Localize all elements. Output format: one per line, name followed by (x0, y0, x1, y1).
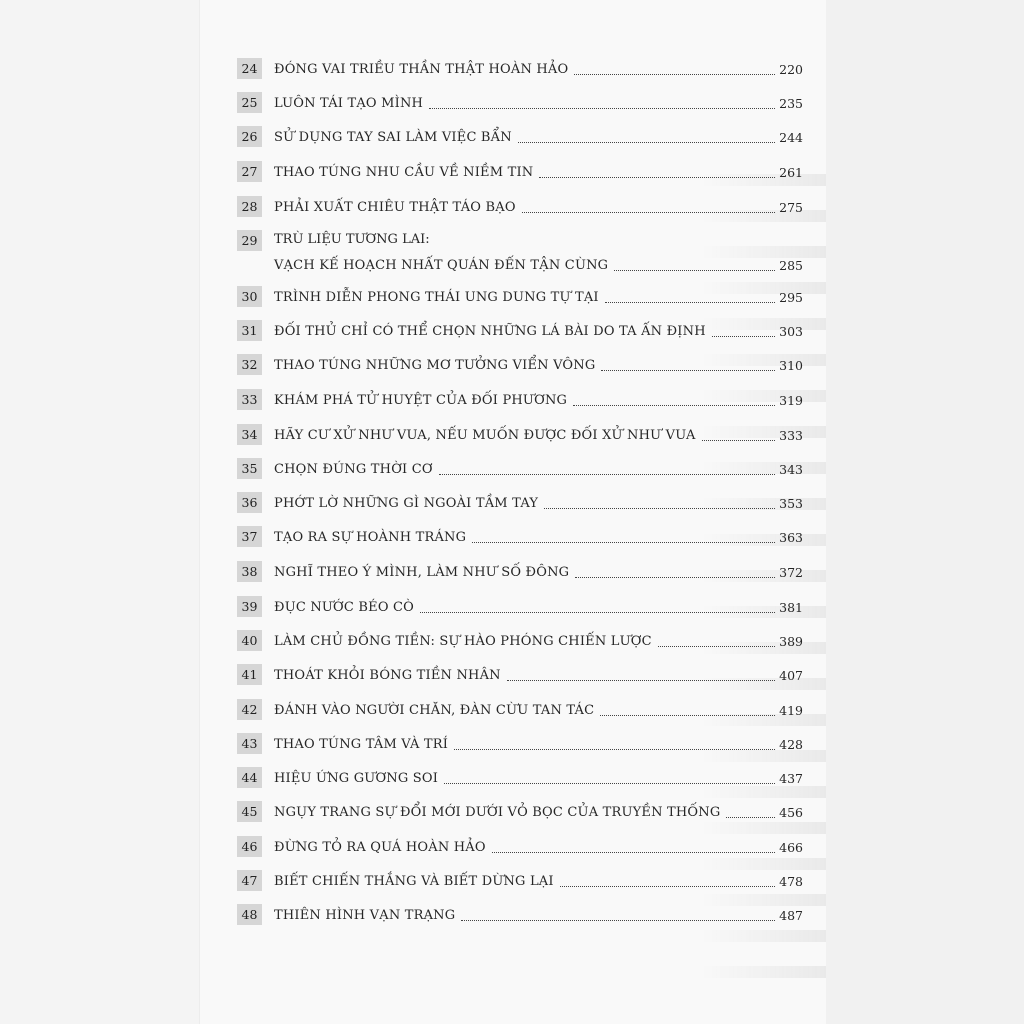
dot-leader (461, 919, 775, 921)
toc-entry-line (274, 561, 803, 583)
chapter-number-badge: 33 (237, 389, 262, 410)
dot-leader (605, 301, 775, 303)
toc-entry-line (274, 254, 803, 276)
chapter-title: THAO TÚNG NHU CẦU VỀ NIỀM TIN (274, 165, 534, 180)
toc-entry-line (274, 630, 803, 652)
dot-leader (429, 107, 775, 109)
toc-entry (237, 664, 803, 686)
toc-entry (237, 904, 803, 926)
toc-entry-line (274, 492, 803, 514)
chapter-title: PHẢI XUẤT CHIÊU THẬT TÁO BẠO (274, 200, 516, 215)
toc-entry (237, 58, 803, 80)
dot-leader (726, 816, 775, 818)
page-number: 428 (779, 737, 803, 752)
toc-entry (237, 596, 803, 618)
chapter-number-badge: 41 (237, 664, 262, 685)
dot-leader (507, 679, 775, 681)
dot-leader (573, 404, 775, 406)
chapter-title: LUÔN TÁI TẠO MÌNH (274, 96, 424, 111)
chapter-number-badge: 26 (237, 126, 262, 147)
page-number: 261 (779, 165, 803, 180)
page-number: 372 (779, 565, 803, 580)
dot-leader (600, 714, 775, 716)
page-number: 235 (779, 96, 803, 111)
chapter-title: HIỆU ỨNG GƯƠNG SOI (274, 771, 439, 786)
page-number: 363 (779, 530, 803, 545)
toc-entry (237, 196, 803, 218)
chapter-number-badge: 34 (237, 424, 262, 445)
dot-leader (658, 645, 775, 647)
toc-entry (237, 92, 803, 114)
chapter-title: PHỚT LỜ NHỮNG GÌ NGOÀI TẦM TAY (274, 496, 539, 511)
page-number: 333 (779, 428, 803, 443)
chapter-title-line1: TRÙ LIỆU TƯƠNG LAI: (274, 232, 430, 247)
scan-background-left (0, 0, 200, 1024)
chapter-title: HÃY CƯ XỬ NHƯ VUA, NẾU MUỐN ĐƯỢC ĐỐI XỬ NHƯ VUA (274, 428, 696, 443)
toc-entry (237, 126, 803, 148)
page-number: 389 (779, 634, 803, 649)
page-number: 303 (779, 324, 803, 339)
chapter-number-badge: 29 (237, 230, 262, 251)
chapter-number-badge: 27 (237, 161, 262, 182)
toc-entry-line (274, 424, 803, 446)
toc-entry (237, 286, 803, 308)
dot-leader (712, 335, 775, 337)
toc-entry-line (274, 286, 803, 308)
page-number: 220 (779, 62, 803, 77)
toc-entry (237, 389, 803, 411)
toc-entry-line (274, 596, 803, 618)
chapter-number-badge: 46 (237, 836, 262, 857)
page-number: 487 (779, 908, 803, 923)
chapter-number-badge: 38 (237, 561, 262, 582)
chapter-title: SỬ DỤNG TAY SAI LÀM VIỆC BẨN (274, 130, 512, 145)
dot-leader (492, 851, 775, 853)
toc-entry-line (274, 526, 803, 548)
chapter-number-badge: 42 (237, 699, 262, 720)
toc-entry (237, 561, 803, 583)
page-number: 478 (779, 874, 803, 889)
toc-entry (237, 699, 803, 721)
toc-entry (237, 733, 803, 755)
dot-leader (575, 576, 775, 578)
toc-entry-line (274, 664, 803, 686)
chapter-title: NGỤY TRANG SỰ ĐỔI MỚI DƯỚI VỎ BỌC CỦA TRUYỀN THỐNG (274, 805, 721, 820)
toc-entry-line (274, 92, 803, 114)
chapter-number-badge: 25 (237, 92, 262, 113)
chapter-title: THOÁT KHỎI BÓNG TIỀN NHÂN (274, 668, 501, 683)
dot-leader (444, 782, 775, 784)
page-number: 343 (779, 462, 803, 477)
chapter-number-badge: 45 (237, 801, 262, 822)
page-number: 437 (779, 771, 803, 786)
chapter-title: THIÊN HÌNH VẠN TRẠNG (274, 908, 456, 923)
page-number: 353 (779, 496, 803, 511)
toc-entry-line (274, 767, 803, 789)
page-number: 319 (779, 393, 803, 408)
chapter-title: ĐỐI THỦ CHỈ CÓ THỂ CHỌN NHỮNG LÁ BÀI DO TA ẤN ĐỊNH (274, 324, 706, 339)
toc-entry-line (274, 699, 803, 721)
chapter-title: VẠCH KẾ HOẠCH NHẤT QUÁN ĐẾN TẬN CÙNG (274, 258, 609, 273)
chapter-title: LÀM CHỦ ĐỒNG TIỀN: SỰ HÀO PHÓNG CHIẾN LƯỢC (274, 634, 652, 649)
chapter-title: CHỌN ĐÚNG THỜI CƠ (274, 462, 433, 477)
dot-leader (454, 748, 775, 750)
chapter-number-badge: 43 (237, 733, 262, 754)
chapter-number-badge: 36 (237, 492, 262, 513)
chapter-title: ĐỤC NƯỚC BÉO CÒ (274, 600, 415, 615)
dot-leader (522, 211, 775, 213)
toc-entry (237, 630, 803, 652)
dot-leader (601, 369, 775, 371)
page-number: 275 (779, 200, 803, 215)
toc-entry (237, 526, 803, 548)
toc-entry-line (274, 389, 803, 411)
chapter-title: TẠO RA SỰ HOÀNH TRÁNG (274, 530, 467, 545)
page-number: 381 (779, 600, 803, 615)
toc-entry-line (274, 320, 803, 342)
chapter-title: THAO TÚNG NHỮNG MƠ TƯỞNG VIỂN VÔNG (274, 358, 596, 373)
toc-entry-line (274, 836, 803, 858)
dot-leader (560, 885, 775, 887)
toc-entry (237, 354, 803, 376)
chapter-title: ĐÓNG VAI TRIỀU THẦN THẬT HOÀN HẢO (274, 62, 569, 77)
dot-leader (472, 541, 775, 543)
chapter-number-badge: 48 (237, 904, 262, 925)
chapter-number-badge: 31 (237, 320, 262, 341)
toc-entry (237, 836, 803, 858)
page-number: 295 (779, 290, 803, 305)
page-number: 419 (779, 703, 803, 718)
chapter-title: ĐÁNH VÀO NGƯỜI CHĂN, ĐÀN CỪU TAN TÁC (274, 703, 595, 718)
chapter-number-badge: 24 (237, 58, 262, 79)
page-number: 310 (779, 358, 803, 373)
dot-leader (420, 611, 775, 613)
dot-leader (614, 269, 775, 271)
chapter-number-badge: 35 (237, 458, 262, 479)
page-number: 466 (779, 840, 803, 855)
dot-leader (702, 439, 776, 441)
dot-leader (439, 473, 775, 475)
toc-entry-line (274, 904, 803, 926)
chapter-title: TRÌNH DIỄN PHONG THÁI UNG DUNG TỰ TẠI (274, 290, 599, 305)
chapter-number-badge: 30 (237, 286, 262, 307)
dot-leader (539, 176, 775, 178)
page-number: 456 (779, 805, 803, 820)
chapter-number-badge: 44 (237, 767, 262, 788)
toc-entry-line (274, 354, 803, 376)
chapter-title: NGHĨ THEO Ý MÌNH, LÀM NHƯ SỐ ĐÔNG (274, 565, 570, 580)
toc-entry (237, 424, 803, 446)
chapter-title: BIẾT CHIẾN THẮNG VÀ BIẾT DỪNG LẠI (274, 874, 554, 889)
page-number: 285 (779, 258, 803, 273)
chapter-title: ĐỪNG TỎ RA QUÁ HOÀN HẢO (274, 840, 486, 855)
toc-entry (237, 492, 803, 514)
toc-entry (237, 870, 803, 892)
toc-entry (237, 458, 803, 480)
chapter-title: KHÁM PHÁ TỬ HUYỆT CỦA ĐỐI PHƯƠNG (274, 393, 568, 408)
page-number: 407 (779, 668, 803, 683)
toc-entry-line (274, 126, 803, 148)
toc-entry-line (274, 733, 803, 755)
dot-leader (518, 141, 775, 143)
toc-entry-line (274, 870, 803, 892)
toc-entry-line (274, 458, 803, 480)
toc-entry (237, 801, 803, 823)
scan-background-right (826, 0, 1024, 1024)
toc-entry-line (274, 58, 803, 80)
chapter-number-badge: 39 (237, 596, 262, 617)
toc-entry (237, 230, 803, 276)
dot-leader (544, 507, 775, 509)
chapter-number-badge: 40 (237, 630, 262, 651)
chapter-number-badge: 47 (237, 870, 262, 891)
chapter-number-badge: 37 (237, 526, 262, 547)
page-number: 244 (779, 130, 803, 145)
toc-entry (237, 161, 803, 183)
dot-leader (574, 73, 775, 75)
toc-entry-line (274, 161, 803, 183)
toc-entry-line (274, 196, 803, 218)
toc-entry-line (274, 801, 803, 823)
chapter-title: THAO TÚNG TÂM VÀ TRÍ (274, 737, 449, 752)
toc-entry (237, 767, 803, 789)
toc-entry (237, 320, 803, 342)
chapter-number-badge: 28 (237, 196, 262, 217)
chapter-number-badge: 32 (237, 354, 262, 375)
